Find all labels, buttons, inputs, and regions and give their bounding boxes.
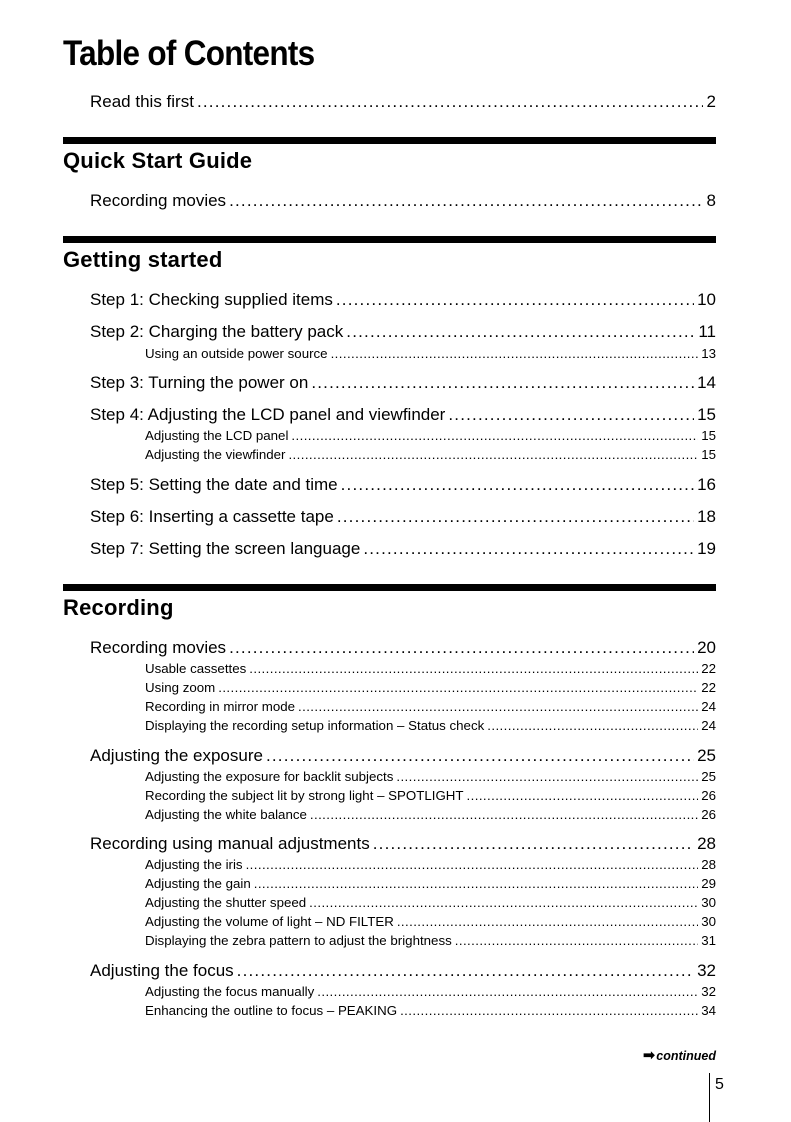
toc-entry[interactable] bbox=[90, 321, 716, 343]
toc-entry-page: 15 bbox=[701, 447, 716, 462]
toc-entry-label: Adjusting the volume of light – ND FILTER bbox=[145, 914, 394, 929]
toc-entry[interactable] bbox=[90, 960, 716, 982]
toc-entry-page: 32 bbox=[697, 961, 716, 980]
toc-entry-label: Step 5: Setting the date and time bbox=[90, 475, 338, 494]
dot-leader bbox=[310, 806, 698, 823]
dot-leader bbox=[317, 983, 698, 1000]
dot-leader bbox=[237, 960, 694, 982]
toc-entry-page: 13 bbox=[701, 346, 716, 361]
toc-entry-page: 29 bbox=[701, 876, 716, 891]
toc-subentry[interactable] bbox=[145, 717, 716, 734]
toc-entry-page: 22 bbox=[701, 661, 716, 676]
continued-label: continued bbox=[656, 1049, 716, 1063]
dot-leader bbox=[291, 427, 698, 444]
toc-entry-page: 26 bbox=[701, 788, 716, 803]
toc-subentry[interactable] bbox=[145, 913, 716, 930]
dot-leader bbox=[229, 190, 703, 212]
toc-entry-page: 22 bbox=[701, 680, 716, 695]
toc-subentry[interactable] bbox=[145, 679, 716, 696]
toc-entry-page: 25 bbox=[701, 769, 716, 784]
section-title: Quick Start Guide bbox=[63, 148, 253, 173]
toc-entry-label: Step 3: Turning the power on bbox=[90, 373, 309, 392]
dot-leader bbox=[467, 787, 699, 804]
section-rule bbox=[63, 137, 716, 144]
toc-subentry[interactable] bbox=[145, 427, 716, 444]
section-title: Getting started bbox=[63, 247, 223, 272]
dot-leader bbox=[337, 506, 694, 528]
toc-entry-page: 25 bbox=[697, 746, 716, 765]
toc-entry-label: Adjusting the focus manually bbox=[145, 984, 315, 999]
toc-entry-label: Adjusting the focus bbox=[90, 961, 234, 980]
toc-entry-page: 26 bbox=[701, 807, 716, 822]
toc-subentry[interactable] bbox=[145, 698, 716, 715]
toc-subentry[interactable] bbox=[145, 446, 716, 463]
dot-leader bbox=[396, 768, 698, 785]
toc-entry-page: 14 bbox=[697, 373, 716, 392]
toc-subentry[interactable] bbox=[145, 894, 716, 911]
dot-leader bbox=[266, 745, 694, 767]
toc-entry-label: Adjusting the iris bbox=[145, 857, 243, 872]
toc-entry-page: 16 bbox=[697, 475, 716, 494]
toc-entry-label: Displaying the recording setup information – Status check bbox=[145, 718, 485, 733]
toc-subentry[interactable] bbox=[145, 345, 716, 362]
toc-subentry[interactable] bbox=[145, 660, 716, 677]
toc-entry-page: 32 bbox=[701, 984, 716, 999]
dot-leader bbox=[397, 913, 698, 930]
toc-entry-page: 24 bbox=[701, 718, 716, 733]
toc-entry-page: 15 bbox=[701, 428, 716, 443]
toc-entry-label: Recording in mirror mode bbox=[145, 699, 296, 714]
page-number: 5 bbox=[715, 1076, 724, 1093]
toc-entry-page: 30 bbox=[701, 914, 716, 929]
toc-entry-label: Adjusting the LCD panel bbox=[145, 428, 289, 443]
dot-leader bbox=[218, 679, 698, 696]
dot-leader bbox=[331, 345, 699, 362]
toc-entry-page: 15 bbox=[697, 405, 716, 424]
toc-entry[interactable] bbox=[90, 745, 716, 767]
toc-entry[interactable] bbox=[90, 506, 716, 528]
toc-entry-page: 19 bbox=[697, 539, 716, 558]
toc-entry-page: 11 bbox=[698, 322, 716, 341]
toc-subentry[interactable] bbox=[145, 768, 716, 785]
toc-entry-label: Step 1: Checking supplied items bbox=[90, 290, 333, 309]
toc-entry[interactable] bbox=[90, 91, 716, 113]
toc-entry-label: Displaying the zebra pattern to adjust the brightness bbox=[145, 933, 452, 948]
toc-entry[interactable] bbox=[90, 404, 716, 426]
dot-leader bbox=[309, 894, 698, 911]
toc-subentry[interactable] bbox=[145, 932, 716, 949]
toc-entry-label: Adjusting the white balance bbox=[145, 807, 307, 822]
arrow-right-icon: ➡ bbox=[642, 1047, 656, 1064]
toc-subentry[interactable] bbox=[145, 983, 716, 1000]
toc-entry-label: Using zoom bbox=[145, 680, 216, 695]
toc-entry-label: Adjusting the exposure for backlit subjects bbox=[145, 769, 394, 784]
dot-leader bbox=[311, 372, 694, 394]
dot-leader bbox=[346, 321, 695, 343]
section-title: Recording bbox=[63, 595, 174, 620]
toc-subentry[interactable] bbox=[145, 806, 716, 823]
dot-leader bbox=[288, 446, 698, 463]
toc-subentry[interactable] bbox=[145, 787, 716, 804]
toc-entry-page: 10 bbox=[697, 290, 716, 309]
section-rule bbox=[63, 584, 716, 591]
toc-entry[interactable] bbox=[90, 833, 716, 855]
toc-entry-label: Step 7: Setting the screen language bbox=[90, 539, 361, 558]
toc-entry-label: Recording movies bbox=[90, 638, 227, 657]
toc-entry[interactable] bbox=[90, 538, 716, 560]
toc-entry-label: Recording the subject lit by strong light – SPOTLIGHT bbox=[145, 788, 464, 803]
toc-entry-label: Adjusting the gain bbox=[145, 876, 251, 891]
toc-entry[interactable] bbox=[90, 289, 716, 311]
toc-entry[interactable] bbox=[90, 190, 716, 212]
dot-leader bbox=[341, 474, 694, 496]
toc-entry-page: 28 bbox=[701, 857, 716, 872]
toc-entry-label: Using an outside power source bbox=[145, 346, 328, 361]
toc-entry-page: 31 bbox=[701, 933, 716, 948]
toc-entry-page: 24 bbox=[701, 699, 716, 714]
toc-entry-page: 30 bbox=[701, 895, 716, 910]
toc-entry-label: Adjusting the viewfinder bbox=[145, 447, 286, 462]
toc-entry-label: Step 6: Inserting a cassette tape bbox=[90, 507, 334, 526]
toc-entry-label: Read this first bbox=[90, 92, 194, 111]
toc-entry-page: 34 bbox=[701, 1003, 716, 1018]
dot-leader bbox=[363, 538, 694, 560]
dot-leader bbox=[249, 660, 698, 677]
dot-leader bbox=[298, 698, 698, 715]
toc-subentry[interactable] bbox=[145, 875, 716, 892]
page-number-divider bbox=[709, 1073, 710, 1122]
continued-indicator bbox=[600, 1046, 716, 1064]
toc-entry-page: 8 bbox=[706, 191, 716, 210]
section-rule bbox=[63, 236, 716, 243]
dot-leader bbox=[336, 289, 694, 311]
toc-entry-page: 18 bbox=[697, 507, 716, 526]
dot-leader bbox=[229, 637, 694, 659]
dot-leader bbox=[373, 833, 694, 855]
page-title: Table of Contents bbox=[63, 34, 315, 73]
toc-entry-page: 28 bbox=[697, 834, 716, 853]
toc-entry-label: Recording movies bbox=[90, 191, 227, 210]
toc-entry-label: Step 2: Charging the battery pack bbox=[90, 322, 344, 341]
toc-entry[interactable] bbox=[90, 372, 716, 394]
dot-leader bbox=[400, 1002, 698, 1019]
toc-entry[interactable] bbox=[90, 637, 716, 659]
toc-entry-label: Usable cassettes bbox=[145, 661, 247, 676]
toc-entry-page: 20 bbox=[697, 638, 716, 657]
dot-leader bbox=[254, 875, 698, 892]
dot-leader bbox=[197, 91, 703, 113]
toc-entry-label: Enhancing the outline to focus – PEAKING bbox=[145, 1003, 398, 1018]
toc-subentry[interactable] bbox=[145, 1002, 716, 1019]
dot-leader bbox=[448, 404, 694, 426]
toc-entry-page: 2 bbox=[706, 92, 716, 111]
toc-entry[interactable] bbox=[90, 474, 716, 496]
dot-leader bbox=[455, 932, 698, 949]
toc-entry-label: Adjusting the shutter speed bbox=[145, 895, 307, 910]
toc-entry-label: Adjusting the exposure bbox=[90, 746, 263, 765]
toc-subentry[interactable] bbox=[145, 856, 716, 873]
dot-leader bbox=[246, 856, 699, 873]
dot-leader bbox=[487, 717, 698, 734]
toc-entry-label: Step 4: Adjusting the LCD panel and viewfinder bbox=[90, 405, 446, 424]
toc-entry-label: Recording using manual adjustments bbox=[90, 834, 370, 853]
